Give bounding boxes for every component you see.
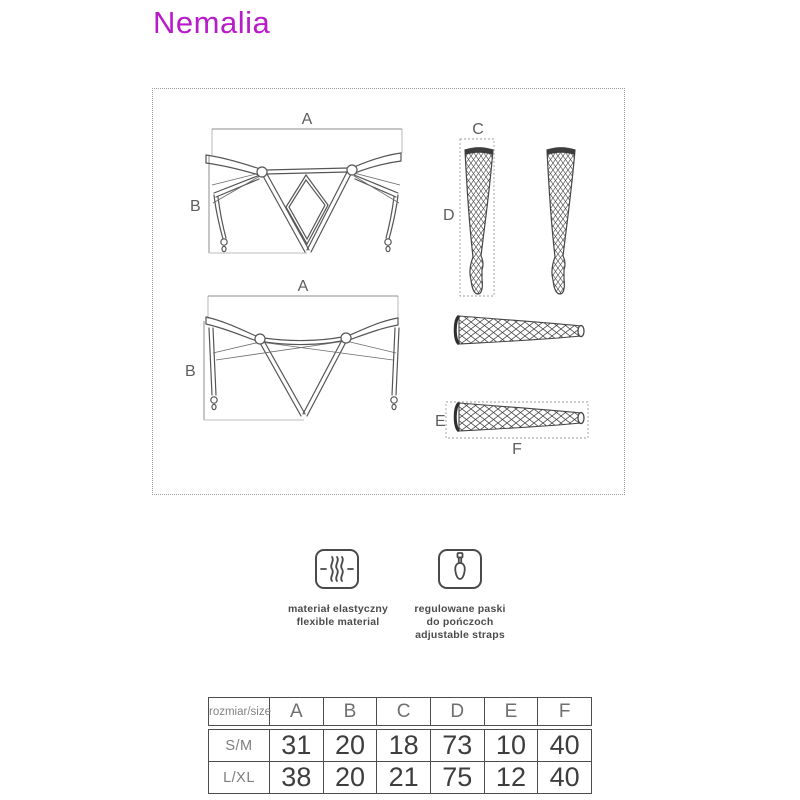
header-cell-b: B: [323, 698, 377, 726]
dimension-label-f: F: [512, 441, 522, 458]
size-table: [208, 697, 592, 794]
size-cell-value: 10: [484, 730, 538, 762]
size-cell-value: 40: [538, 730, 592, 762]
header-cell-c: C: [377, 698, 431, 726]
header-cell-e: E: [484, 698, 538, 726]
caption-line: flexible material: [296, 616, 380, 628]
dimension-label-e: E: [435, 413, 446, 430]
header-cell-rozmiar-size: rozmiar/size: [209, 698, 270, 726]
feature-caption-straps: [392, 603, 528, 642]
caption-line: materiał elastyczny: [287, 603, 389, 615]
size-table-header-row: [209, 698, 592, 726]
size-cell-value: 20: [323, 762, 377, 794]
size-cell-value: 73: [430, 730, 484, 762]
stockings-diagram: [441, 121, 591, 306]
size-cell-label: L/XL: [209, 762, 270, 794]
header-cell-d: D: [430, 698, 484, 726]
header-cell-f: F: [538, 698, 592, 726]
size-table-body: [208, 729, 592, 794]
size-cell-value: 21: [377, 762, 431, 794]
garter-belt-front-diagram: [176, 113, 416, 265]
dimension-label-a-front: A: [301, 111, 313, 128]
page-title: Nemalia: [153, 5, 271, 40]
dimension-label-b-back: B: [185, 363, 196, 380]
size-cell-value: 38: [270, 762, 324, 794]
garter-strap-icon: [436, 546, 484, 592]
stocking-tubes-diagram: [435, 301, 605, 459]
caption-line: do pończoch: [426, 616, 494, 628]
dimension-label-a-back: A: [297, 278, 309, 295]
caption-line: adjustable straps: [415, 629, 505, 641]
size-cell-value: 18: [377, 730, 431, 762]
size-table-header: [208, 697, 592, 726]
diagram-frame: [152, 88, 625, 495]
garter-belt-back-diagram: [176, 278, 416, 426]
elastic-material-icon: [313, 546, 361, 592]
size-cell-label: S/M: [209, 730, 270, 762]
dimension-label-c: C: [472, 121, 484, 138]
size-cell-value: 75: [430, 762, 484, 794]
dimension-label-d: D: [443, 207, 455, 224]
size-cell-value: 20: [323, 730, 377, 762]
caption-line: regulowane paski: [414, 603, 506, 615]
size-cell-value: 31: [270, 730, 324, 762]
header-cell-a: A: [270, 698, 324, 726]
feature-caption-elastic: [265, 603, 411, 629]
size-cell-value: 12: [484, 762, 538, 794]
size-row-lxl: [209, 762, 592, 794]
dimension-label-b-front: B: [190, 198, 201, 215]
size-row-sm: [209, 730, 592, 762]
size-cell-value: 40: [538, 762, 592, 794]
